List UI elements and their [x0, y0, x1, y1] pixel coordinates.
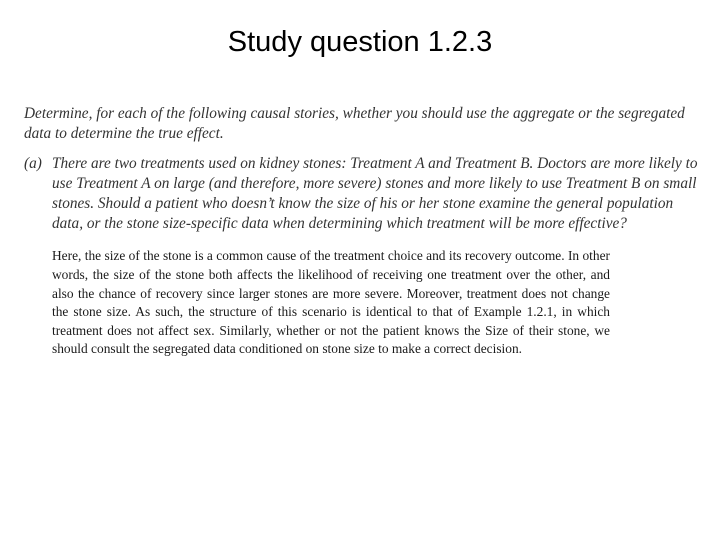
answer-paragraph: Here, the size of the stone is a common cause of the treatment choice and its recovery outcome. In other words, the size of the stone both affects the likelihood of receiving one treatment over the other, and also the chance of recovery since larger stones are more severe. Moreover, treatment does not change the stone size. As such, the structure of this scenario is identical to that of Example 1.2.1, in which treatment does not affect sex. Similarly, whether or not the patient knows the Size of their stone, we should consult the segregated data conditioned on stone size to make a correct decision. [52, 248, 610, 357]
question-label: (a) [24, 155, 42, 172]
textbook-excerpt [24, 104, 704, 372]
slide-title: Study question 1.2.3 [227, 26, 493, 58]
instructions-paragraph: Determine, for each of the following causal stories, whether you should use the aggregate or the segregated data to determine the true effect. [24, 105, 685, 142]
question-a [24, 154, 704, 234]
question-text: There are two treatments used on kidney stones: Treatment A and Treatment B. Doctors are more likely to use Treatment A on large (and therefore, more severe) stones and more likely to use Treatment B on small stones. Should a patient who doesn’t know the size of his or her stone examine the general population data, or the stone size-specific data when determining which treatment will be more effective? [52, 155, 698, 232]
